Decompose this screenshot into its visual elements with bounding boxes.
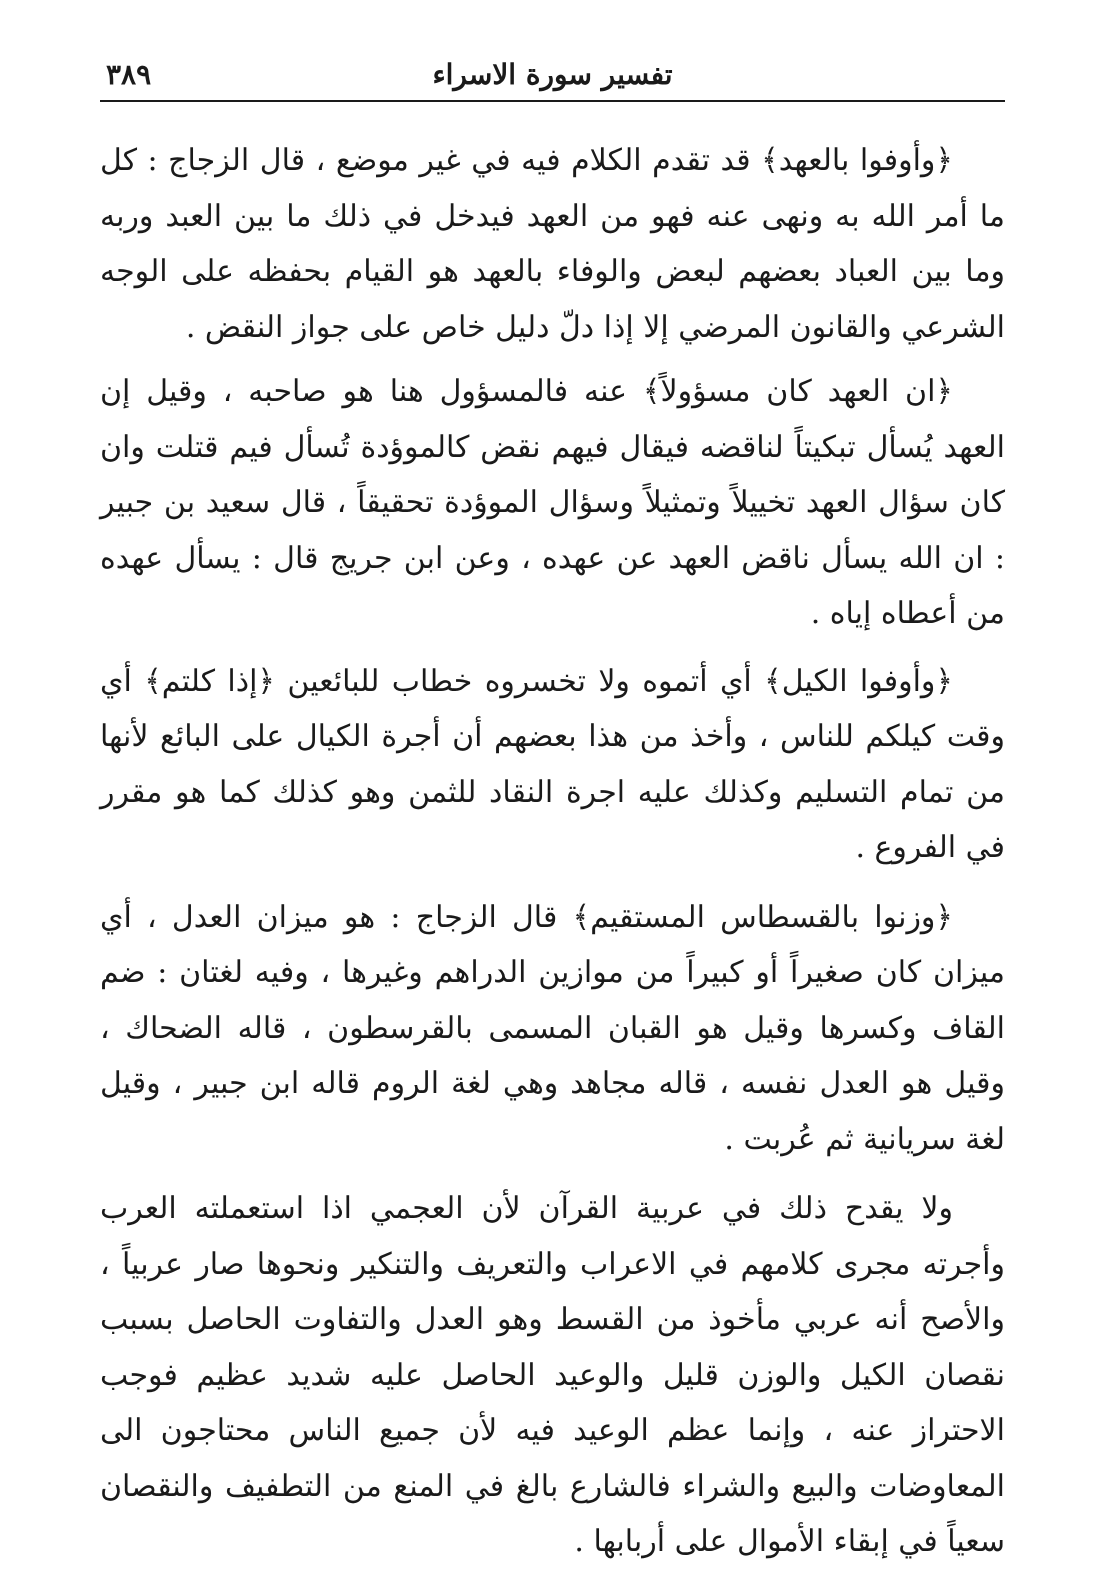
page-header bbox=[100, 52, 1005, 102]
paragraph: ﴿ان العهد كان مسؤولاً﴾ عنه فالمسؤول هنا هو صاحبه ، وقيل إن العهد يُسأل تبكيتاً لناقضه فيقال فيهم نقض كالموؤدة تُسأل فيم قتلت وان كان سؤال العهد تخييلاً وتمثيلاً وسؤال الموؤدة تحقيقاً ، قال سعيد بن جبير : ان الله يسأل ناقض العهد عن عهده ، وعن ابن جريج قال : يسأل عهده من أعطاه إياه . bbox=[100, 374, 1005, 631]
page-body bbox=[100, 133, 1005, 1570]
paragraph: ﴿وزنوا بالقسطاس المستقيم﴾ قال الزجاج : هو ميزان العدل ، أي ميزان كان صغيراً أو كبيراً من موازين الدراهم وغيرها ، وفيه لغتان : ضم القاف وكسرها وقيل هو القبان المسمى بالقرسطون ، قاله الضحاك ، وقيل هو العدل نفسه ، قاله مجاهد وهي لغة الروم قاله ابن جبير ، وقيل لغة سريانية ثم عُربت . bbox=[100, 899, 1005, 1157]
paragraph: ﴿وأوفوا بالعهد﴾ قد تقدم الكلام فيه في غير موضع ، قال الزجاج : كل ما أمر الله به ونهى عنه فهو من العهد فيدخل في ذلك ما بين العبد وربه وما بين العباد بعضهم لبعض والوفاء بالعهد هو القيام بحفظه على الوجه الشرعي والقانون المرضي إلا إذا دلّ دليل خاص على جواز النقض . bbox=[100, 143, 1005, 345]
paragraph: ولا يقدح ذلك في عربية القرآن لأن العجمي اذا استعملته العرب وأجرته مجرى كلامهم في الاعراب والتعريف والتنكير ونحوها صار عربياً ، والأصح أنه عربي مأخوذ من القسط وهو العدل والتفاوت الحاصل بسبب نقصان الكيل والوزن قليل والوعيد الحاصل عليه شديد عظيم فوجب الاحتراز عنه ، وإنما عظم الوعيد فيه لأن جميع الناس محتاجون الى المعاوضات والبيع والشراء فالشارع بالغ في المنع من التطفيف والنقصان سعياً في إبقاء الأموال على أربابها . bbox=[100, 1191, 1005, 1559]
paragraph: ﴿وأوفوا الكيل﴾ أي أتموه ولا تخسروه خطاب للبائعين ﴿إذا كلتم﴾ أي وقت كيلكم للناس ، وأخذ من هذا بعضهم أن أجرة الكيال على البائع لأنها من تمام التسليم وكذلك عليه اجرة النقاد للثمن وهو كذلك كما هو مقرر في الفروع . bbox=[100, 663, 1005, 865]
page-number: ٣٨٩ bbox=[106, 58, 152, 91]
running-title: تفسير سورة الاسراء bbox=[432, 58, 673, 91]
